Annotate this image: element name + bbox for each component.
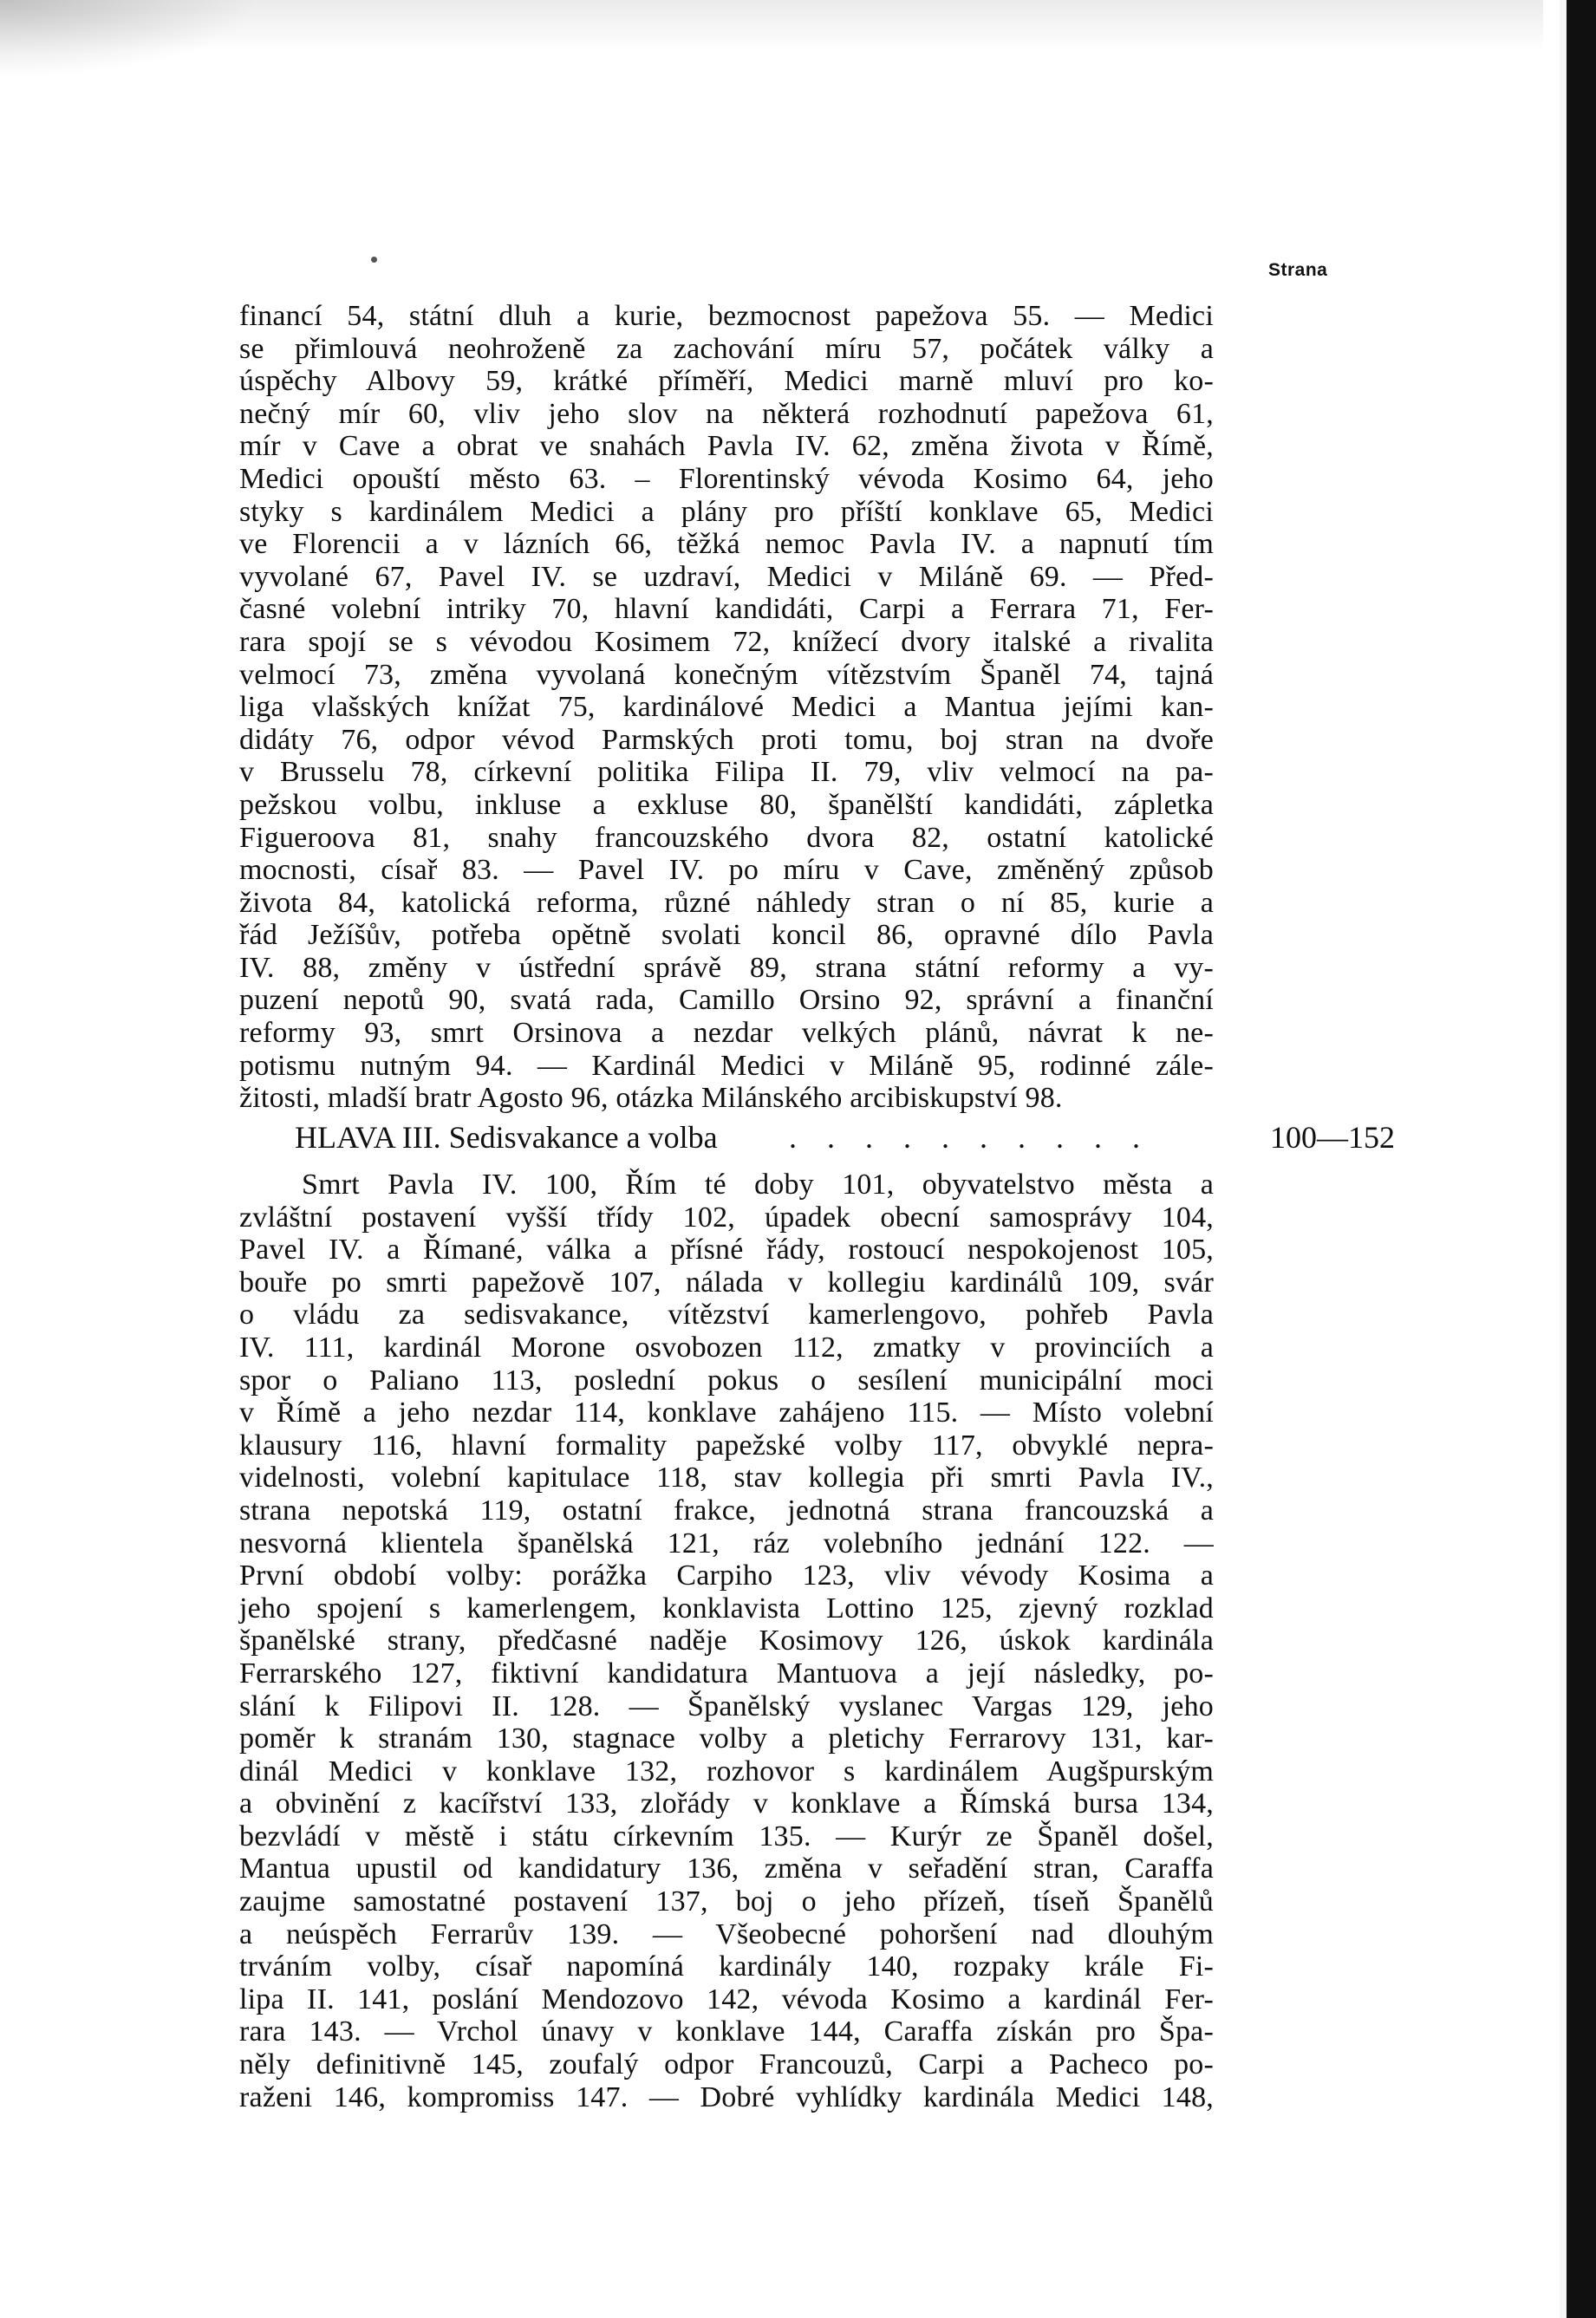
text-line: IV. 88, změny v ústřední správě 89, strana státní reformy a vy- xyxy=(239,951,1214,984)
text-line: jeho spojení s kamerlengem, konklavista Lottino 125, zjevný rozklad xyxy=(239,1592,1214,1625)
text-line: v Brusselu 78, církevní politika Filipa II. 79, vliv velmocí na pa- xyxy=(239,756,1214,789)
text-line: Medici opouští město 63. – Florentinský vévoda Kosimo 64, jeho xyxy=(239,462,1214,495)
text-line: slání k Filipovi II. 128. — Španělský vyslanec Vargas 129, jeho xyxy=(239,1690,1214,1722)
text-line: úspěchy Albovy 59, krátké příměří, Medici marně mluví pro ko- xyxy=(239,365,1214,398)
text-line: styky s kardinálem Medici a plány pro příští konklave 65, Medici xyxy=(239,495,1214,528)
text-line: života 84, katolická reforma, různé náhledy stran o ní 85, kurie a xyxy=(239,886,1214,919)
text-line: strana nepotská 119, ostatní frakce, jednotná strana francouzská a xyxy=(239,1494,1214,1527)
text-line: bezvládí v městě i státu církevním 135. — Kurýr ze Španěl došel, xyxy=(239,1820,1214,1852)
text-line: financí 54, státní dluh a kurie, bezmocnost papežova 55. — Medici xyxy=(239,300,1214,332)
text-line: Pavel IV. a Římané, válka a přísné řády, rostoucí nespokojenost 105, xyxy=(239,1234,1214,1266)
text-line: ve Florencii a v lázních 66, těžká nemoc Pavla IV. a napnutí tím xyxy=(239,528,1214,561)
ink-dot-mark xyxy=(371,257,377,263)
text-line: nečný mír 60, vliv jeho slov na některá rozhodnutí papežova 61, xyxy=(239,397,1214,430)
text-line: velmocí 73, změna vyvolaná konečným vítězstvím Španěl 74, tajná xyxy=(239,658,1214,691)
text-line: lipa II. 141, poslání Mendozovo 142, vévoda Kosimo a kardinál Fer- xyxy=(239,1983,1214,2015)
text-line: španělské strany, předčasné naděje Kosimovy 126, úskok kardinála xyxy=(239,1625,1214,1657)
text-line: nesvorná klientela španělská 121, ráz volebního jednání 122. — xyxy=(239,1527,1214,1559)
text-line: Smrt Pavla IV. 100, Řím té doby 101, obyvatelstvo města a xyxy=(302,1169,1214,1201)
text-line: se přimlouvá neohroženě za zachování míru 57, počátek války a xyxy=(239,332,1214,365)
chapter-title: HLAVA III. Sedisvakance a volba xyxy=(295,1120,718,1155)
page-corner-shadow xyxy=(0,0,260,78)
text-line: bouře po smrti papežově 107, nálada v kollegiu kardinálů 109, svár xyxy=(239,1266,1214,1299)
contents-paragraph-2 xyxy=(239,1169,1214,2113)
page-edge-gap xyxy=(1560,0,1567,2318)
page-binding-edge xyxy=(1567,0,1596,2318)
chapter-heading-row xyxy=(295,1118,1395,1156)
text-line: reformy 93, smrt Orsinova a nezdar velkých plánů, návrat k ne- xyxy=(239,1017,1214,1050)
text-line: rara 143. — Vrchol únavy v konklave 144, Caraffa získán pro Špa- xyxy=(239,2015,1214,2048)
text-line: klausury 116, hlavní formality papežské volby 117, obvyklé nepra- xyxy=(239,1429,1214,1462)
text-line: puzení nepotů 90, svatá rada, Camillo Orsino 92, správní a finanční xyxy=(239,984,1214,1017)
text-line: trváním volby, císař napomíná kardinály 140, rozpaky krále Fi- xyxy=(239,1950,1214,1983)
text-line: potismu nutným 94. — Kardinál Medici v Miláně 95, rodinné zále- xyxy=(239,1049,1214,1082)
text-line: raženi 146, kompromiss 147. — Dobré vyhlídky kardinála Medici 148, xyxy=(239,2080,1214,2113)
text-line: pežskou volbu, inkluse a exkluse 80, španělští kandidáti, zápletka xyxy=(239,788,1214,821)
text-line: mír v Cave a obrat ve snahách Pavla IV. 62, změna života v Římě, xyxy=(239,430,1214,463)
text-line: zvláštní postavení vyšší třídy 102, úpadek obecní samosprávy 104, xyxy=(239,1201,1214,1234)
text-line: didáty 76, odpor vévod Parmských proti tomu, boj stran na dvoře xyxy=(239,723,1214,756)
text-line: vyvolané 67, Pavel IV. se uzdraví, Medici v Miláně 69. — Před- xyxy=(239,560,1214,593)
text-line: Figueroova 81, snahy francouzského dvora 82, ostatní katolické xyxy=(239,821,1214,854)
text-line: spor o Paliano 113, poslední pokus o sesílení municipální moci xyxy=(239,1364,1214,1397)
text-line: liga vlašských knížat 75, kardinálové Medici a Mantua jejími kan- xyxy=(239,691,1214,724)
text-line: První období volby: porážka Carpiho 123, vliv vévody Kosima a xyxy=(239,1559,1214,1592)
chapter-dot-leader: . . . . . . . . . . xyxy=(789,1120,1151,1155)
contents-paragraph-1 xyxy=(239,300,1214,1115)
text-line: něly definitivně 145, zoufalý odpor Francouzů, Carpi a Pacheco po- xyxy=(239,2048,1214,2081)
text-line: zaujme samostatné postavení 137, boj o jeho přízeň, tíseň Španělů xyxy=(239,1885,1214,1918)
chapter-page-range: 100—152 xyxy=(1270,1120,1395,1155)
text-line: o vládu za sedisvakance, vítězství kamerlengovo, pohřeb Pavla xyxy=(239,1299,1214,1332)
page-column-label: Strana xyxy=(1268,260,1328,280)
text-line: v Římě a jeho nezdar 114, konklave zahájeno 115. — Místo volební xyxy=(239,1397,1214,1429)
text-line: dinál Medici v konklave 132, rozhovor s kardinálem Augšpurským xyxy=(239,1755,1214,1787)
text-line: rara spojí se s vévodou Kosimem 72, knížecí dvory italské a rivalita xyxy=(239,625,1214,658)
text-line: Ferrarského 127, fiktivní kandidatura Mantuova a její následky, po- xyxy=(239,1657,1214,1690)
text-line: mocnosti, císař 83. — Pavel IV. po míru v Cave, změněný způsob xyxy=(239,854,1214,887)
text-line: poměr k stranám 130, stagnace volby a pletichy Ferrarovy 131, kar- xyxy=(239,1722,1214,1755)
text-line: časné volební intriky 70, hlavní kandidáti, Carpi a Ferrara 71, Fer- xyxy=(239,593,1214,626)
text-line: IV. 111, kardinál Morone osvobozen 112, zmatky v provinciích a xyxy=(239,1331,1214,1364)
text-line: Mantua upustil od kandidatury 136, změna v seřadění stran, Caraffa xyxy=(239,1852,1214,1885)
text-line: řád Ježíšův, potřeba opětně svolati koncil 86, opravné dílo Pavla xyxy=(239,919,1214,952)
text-line: a obvinění z kacířství 133, zlořády v konklave a Římská bursa 134, xyxy=(239,1787,1214,1820)
text-line: žitosti, mladší bratr Agosto 96, otázka Milánského arcibiskupství 98. xyxy=(239,1082,1063,1115)
text-line: a neúspěch Ferrarův 139. — Všeobecné pohoršení nad dlouhým xyxy=(239,1918,1214,1950)
text-line: videlnosti, volební kapitulace 118, stav kollegia při smrti Pavla IV., xyxy=(239,1462,1214,1494)
